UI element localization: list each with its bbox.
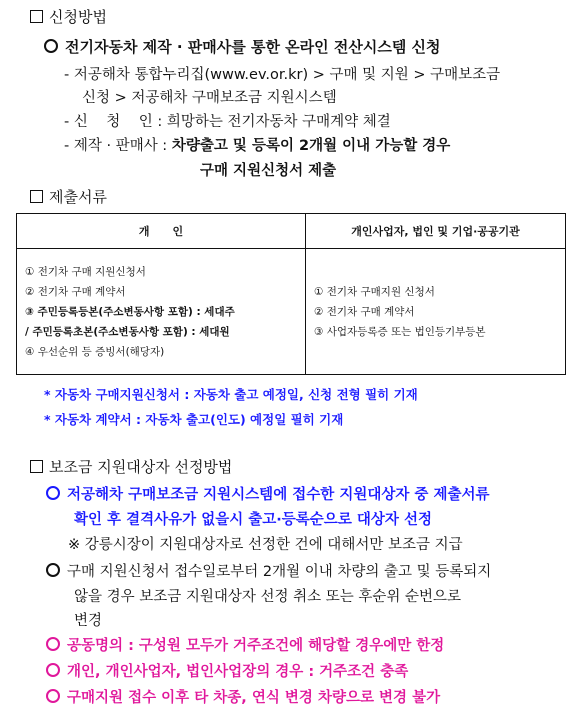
item3-text: 공동명의 : 구성원 모두가 거주조건에 해당할 경우에만 한정 — [67, 638, 445, 654]
table-header-individual: 개 인 — [17, 214, 306, 249]
selection-item-3 — [46, 634, 444, 655]
sub-item-manufacturer — [64, 134, 450, 155]
list-item: ② 전기차 구매 계약서 — [314, 305, 415, 318]
section-title: 보조금 지원대상자 선정방법 — [49, 458, 233, 476]
manufacturer-condition: 차량출고 및 등록이 2개월 이내 가능할 경우 — [171, 138, 451, 154]
item4-text: 개인, 개인사업자, 법인사업장의 경우 : 거주조건 충족 — [67, 664, 409, 680]
sub-item-portal-line1: - 저공해차 통합누리집(www.ev.or.kr) > 구매 및 지원 > 구매보조금 — [64, 67, 501, 83]
selection-item-2-line2: 않을 경우 보조금 지원대상자 선정 취소 또는 후순위 순번으로 — [74, 589, 462, 605]
documents-table — [16, 213, 566, 375]
checkbox-square-icon — [30, 10, 43, 23]
sub-item-portal-line2: 신청 > 저공해차 구매보조금 지원시스템 — [82, 90, 337, 106]
circle-bullet-icon — [44, 39, 58, 53]
sub-item-applicant: - 신 청 인 : 희망하는 전기자동차 구매계약 체결 — [64, 114, 391, 130]
section-title: 제출서류 — [49, 188, 107, 206]
selection-item-4 — [46, 660, 408, 681]
main-item-text: 전기자동차 제작 · 판매사를 통한 온라인 전산시스템 신청 — [65, 38, 441, 56]
list-item: ② 전기차 구매 계약서 — [25, 285, 126, 298]
table-header-row — [17, 214, 566, 249]
table-header-business: 개인사업자, 법인 및 기업·공공기관 — [306, 214, 566, 249]
selection-item-2 — [46, 560, 491, 581]
section-header-documents — [30, 186, 107, 207]
section-header-selection — [30, 456, 232, 477]
selection-item-5 — [46, 686, 440, 707]
circle-bullet-icon — [46, 486, 60, 500]
list-item: ③ 주민등록등본(주소변동사항 포함) : 세대주 — [25, 305, 235, 318]
item2-line1: 구매 지원신청서 접수일로부터 2개월 이내 차량의 출고 및 등록되지 — [67, 564, 492, 580]
selection-item-2-line3: 변경 — [74, 613, 103, 629]
circle-bullet-icon — [46, 689, 60, 703]
section-header-application — [30, 6, 107, 27]
circle-bullet-icon — [46, 663, 60, 677]
manufacturer-label: - 제작 · 판매사 : — [64, 138, 172, 154]
sub-item-manufacturer-line2: 구매 지원신청서 제출 — [200, 163, 337, 179]
selection-item-1-line2: 확인 후 결격사유가 없을시 출고·등록순으로 대상자 선정 — [74, 512, 432, 528]
selection-item-1 — [46, 483, 489, 504]
list-item: ④ 우선순위 등 증빙서(해당자) — [25, 345, 165, 358]
selection-item-1-note: ※ 강릉시장이 지원대상자로 선정한 건에 대해서만 보조금 지급 — [68, 537, 463, 553]
checkbox-square-icon — [30, 460, 43, 473]
list-item: ③ 사업자등록증 또는 법인등기부등본 — [314, 325, 486, 338]
table-cell-business — [306, 249, 566, 375]
table-row — [17, 249, 566, 375]
list-item: ① 전기차 구매지원 신청서 — [314, 285, 435, 298]
item1-line1: 저공해차 구매보조금 지원시스템에 접수한 지원대상자 중 제출서류 — [67, 487, 490, 503]
application-main-item — [44, 36, 441, 57]
note-contract: * 자동차 계약서 : 자동차 출고(인도) 예정일 필히 기재 — [44, 412, 344, 427]
table-cell-individual — [17, 249, 306, 375]
checkbox-square-icon — [30, 190, 43, 203]
list-item: ① 전기차 구매 지원신청서 — [25, 265, 146, 278]
section-title: 신청방법 — [49, 8, 107, 26]
note-application-form: * 자동차 구매지원신청서 : 자동차 출고 예정일, 신청 전형 필히 기재 — [44, 387, 418, 402]
list-item: / 주민등록초본(주소변동사항 포함) : 세대원 — [25, 325, 230, 338]
circle-bullet-icon — [46, 563, 60, 577]
circle-bullet-icon — [46, 637, 60, 651]
item5-text: 구매지원 접수 이후 타 차종, 연식 변경 차량으로 변경 불가 — [67, 690, 441, 706]
